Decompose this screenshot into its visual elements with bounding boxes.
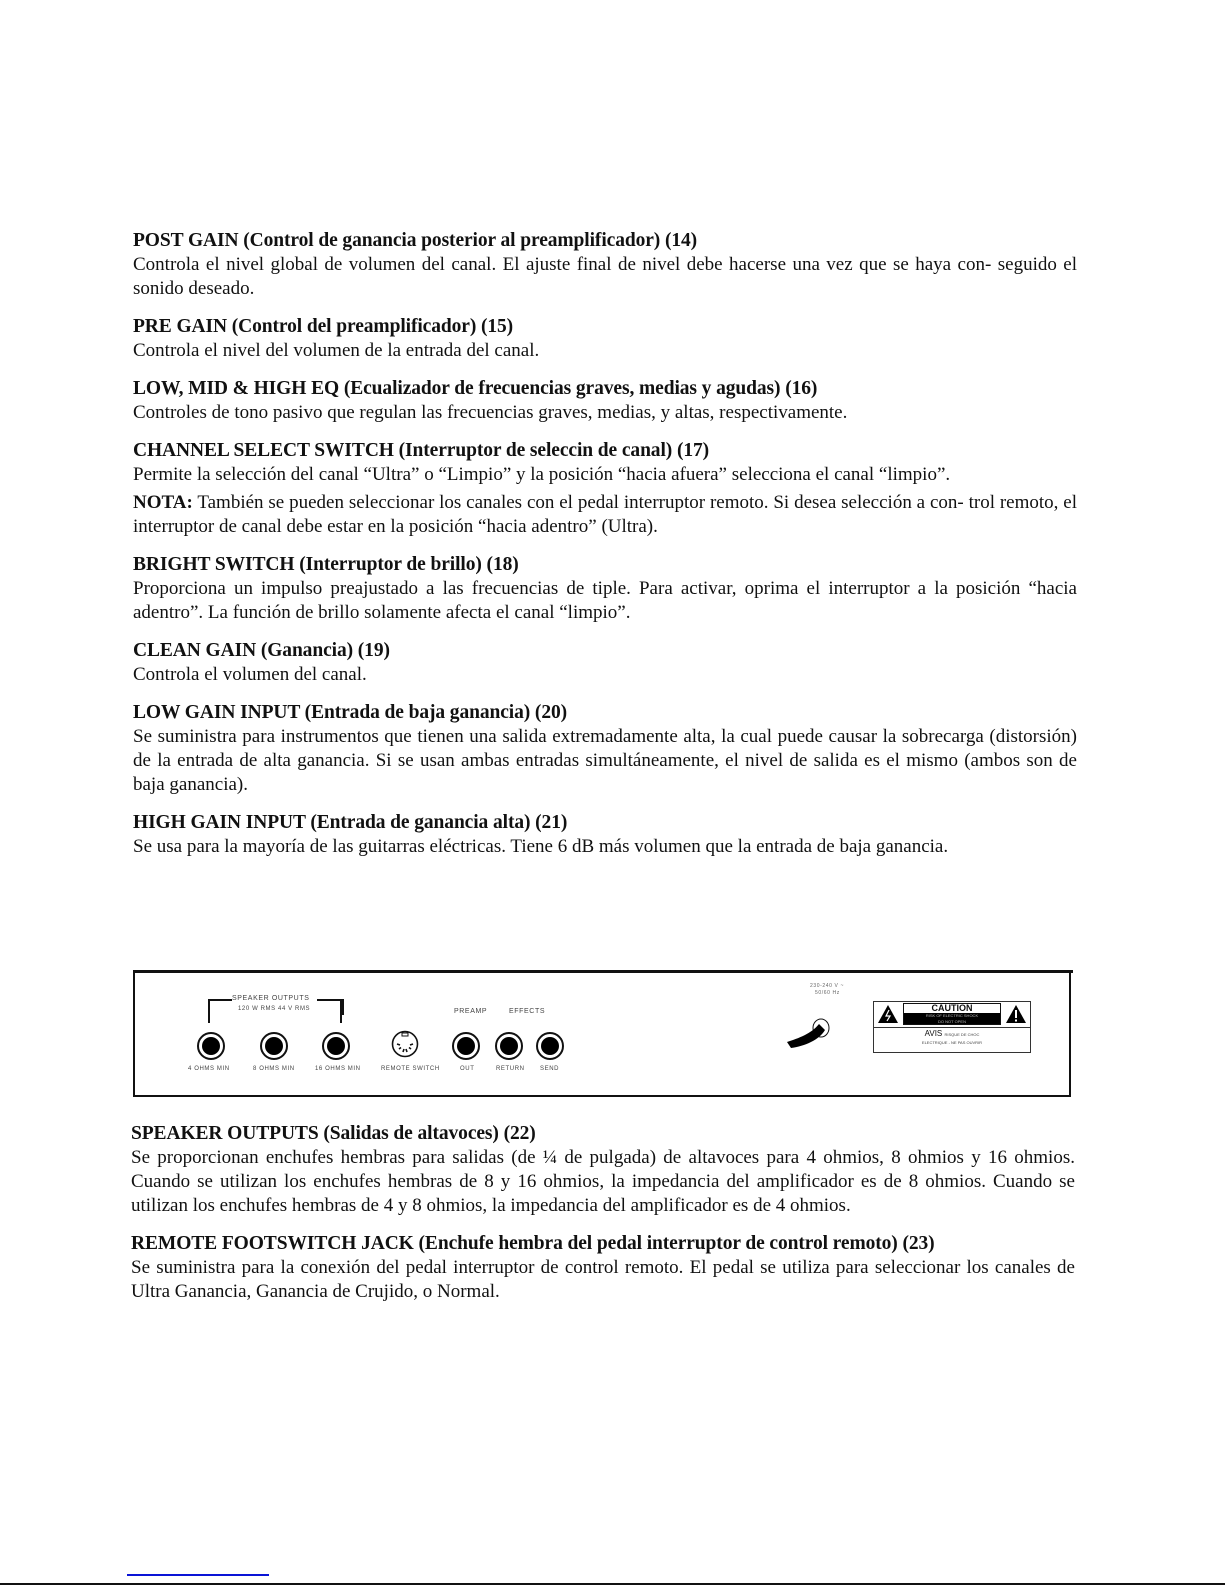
link-underline[interactable] <box>127 1574 269 1576</box>
section-body: Permite la selección del canal “Ultra” o “Limpio” y la posición “hacia afuera” selecciona el canal “limpio”. <box>133 464 951 485</box>
preamp-label: PREAMP <box>454 1008 488 1015</box>
jack-icon[interactable] <box>260 1032 288 1060</box>
jack-label: REMOTE SWITCH <box>381 1066 440 1072</box>
section-channel-select <box>133 439 1077 539</box>
power-cord-icon <box>785 1012 835 1052</box>
section-body: Se suministra para la conexión del pedal interruptor de control remoto. El pedal se utiliza para seleccionar los canales de Ultra Ganancia, Ganancia de Crujido, o Normal. <box>131 1257 1075 1302</box>
section-bright-switch <box>133 553 1077 625</box>
jack-label: RETURN <box>496 1066 525 1072</box>
avis-text-line2: ELECTRIQUE - NE PAS OUVRIR <box>921 1040 983 1045</box>
lightning-warning-icon <box>877 1004 899 1024</box>
jack-icon[interactable] <box>452 1032 480 1060</box>
caution-title: CAUTION <box>931 1003 973 1013</box>
jack-icon[interactable] <box>322 1032 350 1060</box>
section-heading: CLEAN GAIN (Ganancia) (19) <box>133 640 390 661</box>
section-post-gain <box>133 229 1077 301</box>
note-label: NOTA: <box>133 492 193 513</box>
section-body: Se usa para la mayoría de las guitarras eléctricas. Tiene 6 dB más volumen que la entrada de baja ganancia. <box>133 836 949 857</box>
power-rating-line2: 50/60 Hz <box>815 990 840 996</box>
power-rating-line1: 230-240 V ~ <box>810 983 844 989</box>
din-socket-icon[interactable] <box>391 1030 419 1058</box>
jack-label: 4 OHMS MIN <box>188 1066 230 1072</box>
section-high-gain-input <box>133 811 1077 859</box>
jack-label: SEND <box>540 1066 560 1072</box>
jack-icon[interactable] <box>495 1032 523 1060</box>
caution-banner <box>903 1003 1001 1025</box>
jack-icon[interactable] <box>197 1032 225 1060</box>
section-clean-gain <box>133 639 1077 687</box>
jack-icon[interactable] <box>536 1032 564 1060</box>
bracket-leg-left <box>208 1001 210 1023</box>
caution-label <box>873 1001 1031 1053</box>
section-heading: PRE GAIN (Control del preamplificador) (15) <box>133 316 514 337</box>
section-heading: BRIGHT SWITCH (Interruptor de brillo) (18) <box>133 554 519 575</box>
top-text-column <box>133 229 1077 859</box>
section-heading: HIGH GAIN INPUT (Entrada de ganancia alta) (21) <box>133 812 568 833</box>
speaker-outputs-label: SPEAKER OUTPUTS <box>232 995 310 1002</box>
section-heading: REMOTE FOOTSWITCH JACK (Enchufe hembra del pedal interruptor de control remoto) (23) <box>131 1233 935 1254</box>
section-speaker-outputs <box>131 1122 1075 1218</box>
bracket-leg-right <box>340 1001 342 1023</box>
section-body: Proporciona un impulso preajustado a las frecuencias de tiple. Para activar, oprima el interruptor a la posición “hacia adentro”. La función de brillo solamente afecta el canal “limpio”. <box>133 578 1077 623</box>
speaker-outputs-rating: 120 W RMS 44 V RMS <box>238 1006 311 1012</box>
speaker-outputs-bracket-left <box>208 999 232 1015</box>
section-eq <box>133 377 1077 425</box>
section-body: Controla el volumen del canal. <box>133 664 367 685</box>
caution-text-line2: DO NOT OPEN <box>904 1019 1000 1024</box>
avis-title: AVIS <box>924 1029 943 1038</box>
caution-text-line1: RISK OF ELECTRIC SHOCK <box>904 1013 1000 1019</box>
jack-label: 8 OHMS MIN <box>253 1066 295 1072</box>
section-heading: SPEAKER OUTPUTS (Salidas de altavoces) (22) <box>131 1123 536 1144</box>
jack-label: 16 OHMS MIN <box>315 1066 361 1072</box>
avis-text-line1: RISQUE DE CHOC <box>944 1032 980 1037</box>
section-body: Se suministra para instrumentos que tienen una salida extremadamente alta, la cual puede causar la sobrecarga (distorsión) de la entrada de alta ganancia. Si se usan ambas entradas simultáneamente, el nivel de salida es el mismo (ambos son de baja ganancia). <box>133 726 1077 795</box>
bottom-text-column <box>131 1122 1075 1304</box>
section-body: Controla el nivel del volumen de la entrada del canal. <box>133 340 540 361</box>
exclamation-warning-icon <box>1005 1004 1027 1024</box>
section-remote-footswitch-jack <box>131 1232 1075 1304</box>
effects-label: EFFECTS <box>509 1008 546 1015</box>
section-body: Controla el nivel global de volumen del canal. El ajuste final de nivel debe hacerse una vez que se haya con- seguido el sonido deseado. <box>133 254 1077 299</box>
section-low-gain-input <box>133 701 1077 797</box>
section-heading: LOW GAIN INPUT (Entrada de baja ganancia) (20) <box>133 702 568 723</box>
section-pre-gain <box>133 315 1077 363</box>
note-text: También se pueden seleccionar los canales con el pedal interruptor remoto. Si desea selección a con- trol remoto, el interruptor de canal debe estar en la posición “hacia adentro” (Ultra). <box>133 492 1077 537</box>
jack-label: OUT <box>460 1066 475 1072</box>
section-heading: CHANNEL SELECT SWITCH (Interruptor de seleccin de canal) (17) <box>133 440 710 461</box>
avis-title-line <box>874 1029 1030 1040</box>
section-body: Controles de tono pasivo que regulan las frecuencias graves, medias, y altas, respectivamente. <box>133 402 848 423</box>
section-body: Se proporcionan enchufes hembras para salidas (de ¼ de pulgada) de altavoces para 4 ohmios, 8 ohmios y 16 ohmios. Cuando se utilizan los enchufes hembras de 8 y 16 ohmios, la impedancia del amplificador es de 8 ohmios. Cuando se utilizan los enchufes hembras de 4 y 8 ohmios, la impedancia del amplificador es de 4 ohmios. <box>131 1147 1075 1216</box>
note-paragraph <box>133 491 1077 539</box>
caution-divider <box>874 1027 1030 1028</box>
section-heading: POST GAIN (Control de ganancia posterior al preamplificador) (14) <box>133 230 698 251</box>
section-heading: LOW, MID & HIGH EQ (Ecualizador de frecuencias graves, medias y agudas) (16) <box>133 378 818 399</box>
